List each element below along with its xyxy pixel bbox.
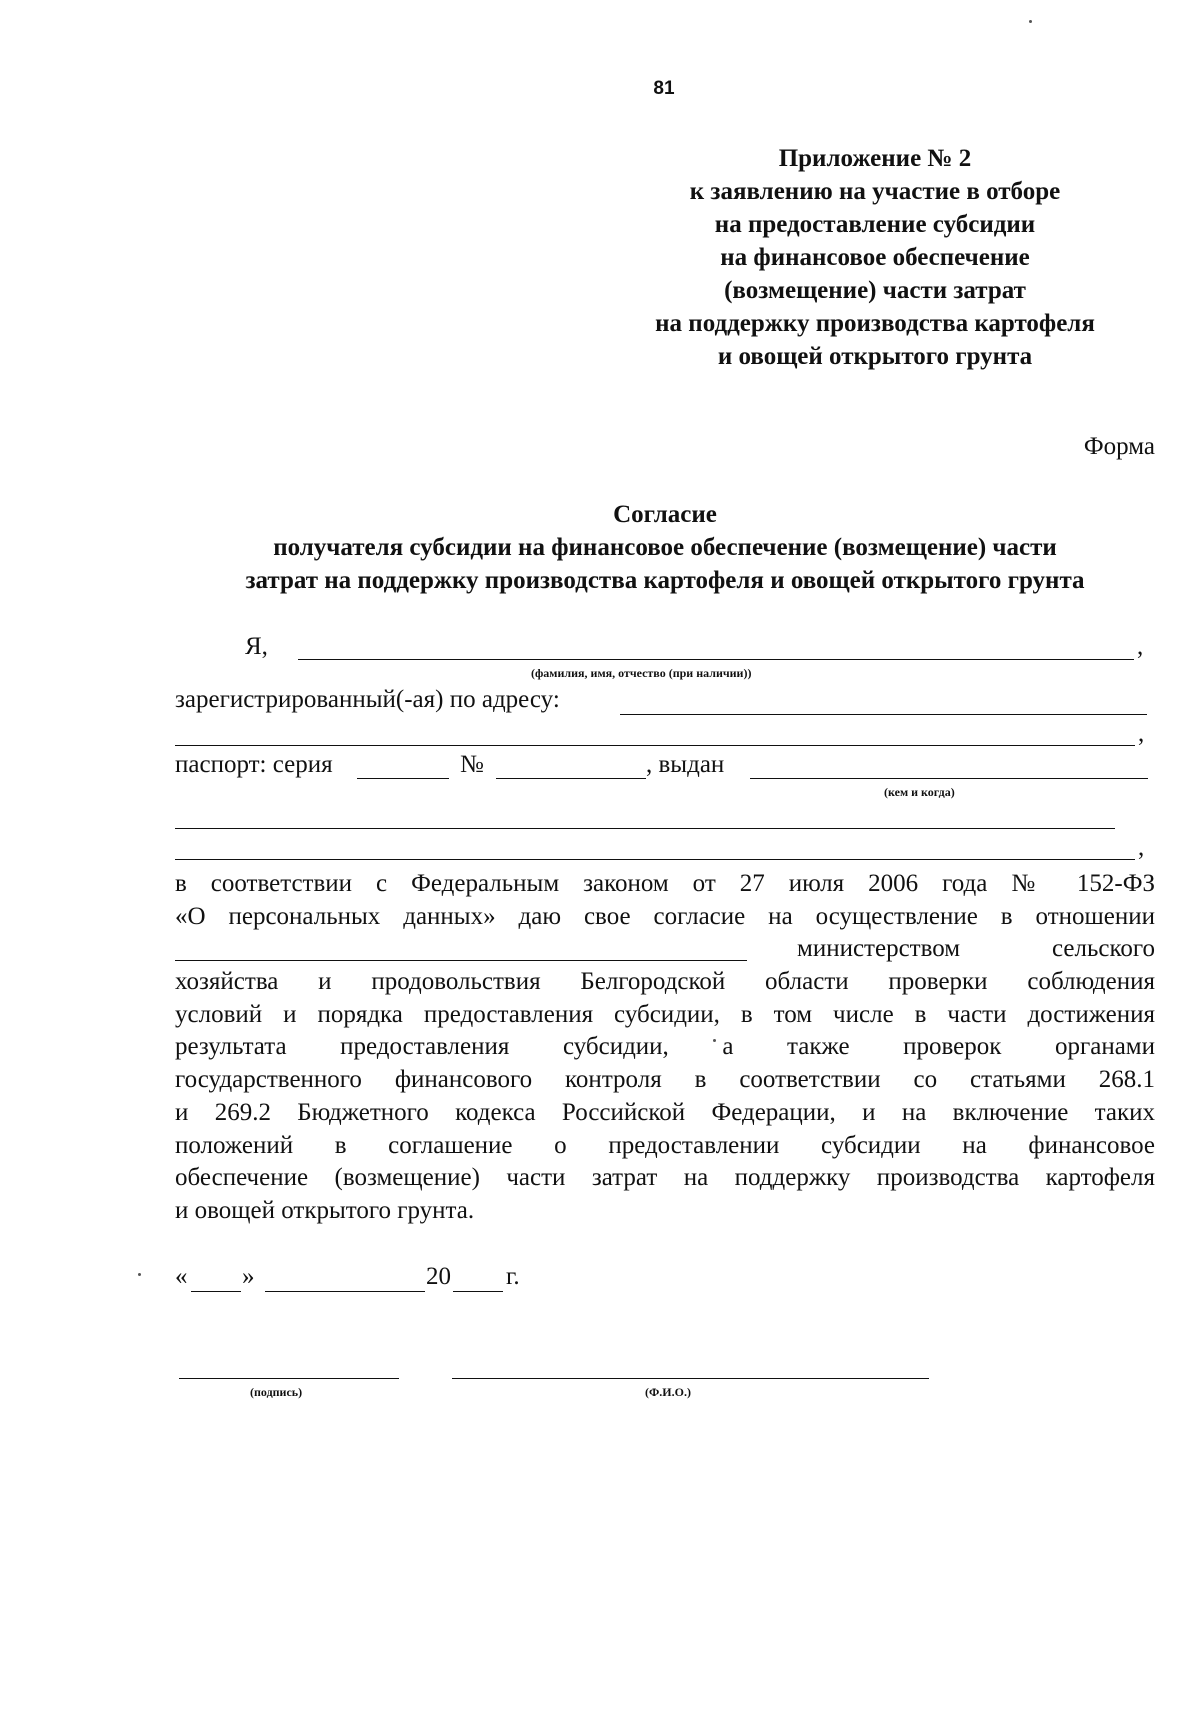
fio-input-line[interactable] [298, 659, 1134, 660]
issued-comma: , [1138, 834, 1145, 861]
signer-fio-caption: (Ф.И.О.) [645, 1385, 691, 1399]
body-line-with-blank [175, 933, 1155, 966]
passport-number-input-line[interactable] [496, 778, 646, 779]
appendix-line: на поддержку производства картофеля [655, 310, 1095, 337]
body-line: и 269.2 Бюджетного кодекса Российской Федерации, и на включение таких [175, 1098, 1155, 1126]
body-line: и овощей открытого грунта. [175, 1196, 475, 1224]
date-close-quote: » [242, 1263, 255, 1290]
recipient-input-line[interactable] [175, 960, 747, 961]
registered-label: зарегистрированный(-ая) по адресу: [175, 686, 560, 713]
scan-speck [1029, 20, 1032, 23]
body-line: министерством сельского [797, 935, 1155, 963]
issued-by-input-line[interactable] [750, 778, 1148, 779]
signature-caption: (подпись) [250, 1385, 303, 1399]
title-line: получателя субсидии на финансовое обеспечение (возмещение) части [273, 534, 1057, 561]
passport-series-input-line[interactable] [357, 778, 449, 779]
signature-input-line[interactable] [179, 1378, 399, 1379]
consent-paragraph [175, 868, 1155, 1228]
fio-comma: , [1137, 633, 1144, 660]
scan-speck [138, 1273, 141, 1276]
year-input-line[interactable] [453, 1291, 503, 1292]
appendix-line: на предоставление субсидии [714, 211, 1036, 238]
appendix-header [560, 142, 1190, 373]
address-input-line[interactable] [620, 714, 1147, 715]
signer-fio-input-line[interactable] [452, 1378, 929, 1379]
date-open-quote: « [175, 1263, 188, 1290]
month-input-line[interactable] [265, 1291, 425, 1292]
body-line: обеспечение (возмещение) части затрат на поддержку производства картофеля [175, 1164, 1155, 1192]
issued-input-line-3[interactable] [175, 859, 1135, 860]
appendix-line: (возмещение) части затрат [724, 277, 1026, 304]
i-prefix: Я, [245, 633, 268, 660]
body-line: хозяйства и продовольствия Белгородской области проверки соблюдения [175, 968, 1155, 996]
number-sign: № [460, 751, 484, 778]
appendix-line: Приложение № 2 [778, 145, 972, 172]
document-title [150, 498, 1180, 597]
year-suffix: г. [506, 1263, 520, 1290]
page-number: 81 [653, 78, 675, 99]
body-line: государственного финансового контроля в соответствии со статьями 268.1 [175, 1066, 1155, 1094]
address-comma: , [1138, 720, 1145, 747]
day-input-line[interactable] [191, 1291, 241, 1292]
fio-caption: (фамилия, имя, отчество (при наличии)) [531, 666, 752, 680]
title-line: Согласие [613, 501, 717, 528]
issued-caption: (кем и когда) [884, 785, 955, 799]
issued-input-line-2[interactable] [175, 828, 1115, 829]
body-line: результата предоставления субсидии, а также проверок органами [175, 1033, 1155, 1061]
body-line: в соответствии с Федеральным законом от 27 июля 2006 года № 152-ФЗ [175, 870, 1155, 897]
issued-label: , выдан [646, 751, 725, 778]
address-input-line-2[interactable] [175, 745, 1135, 746]
body-line: условий и порядка предоставления субсидии, в том числе в части достижения [175, 1000, 1155, 1028]
body-line: «О персональных данных» даю свое согласие на осуществление в отношении [175, 902, 1155, 930]
title-line: затрат на поддержку производства картофеля и овощей открытого грунта [245, 567, 1085, 594]
passport-series-label: паспорт: серия [175, 751, 333, 778]
form-label: Форма [1083, 433, 1155, 460]
appendix-line: к заявлению на участие в отборе [689, 178, 1061, 205]
year-prefix: 20 [426, 1263, 451, 1290]
appendix-line: и овощей открытого грунта [717, 343, 1033, 370]
body-line: положений в соглашение о предоставлении субсидии на финансовое [175, 1131, 1155, 1159]
appendix-line: на финансовое обеспечение [720, 244, 1030, 271]
